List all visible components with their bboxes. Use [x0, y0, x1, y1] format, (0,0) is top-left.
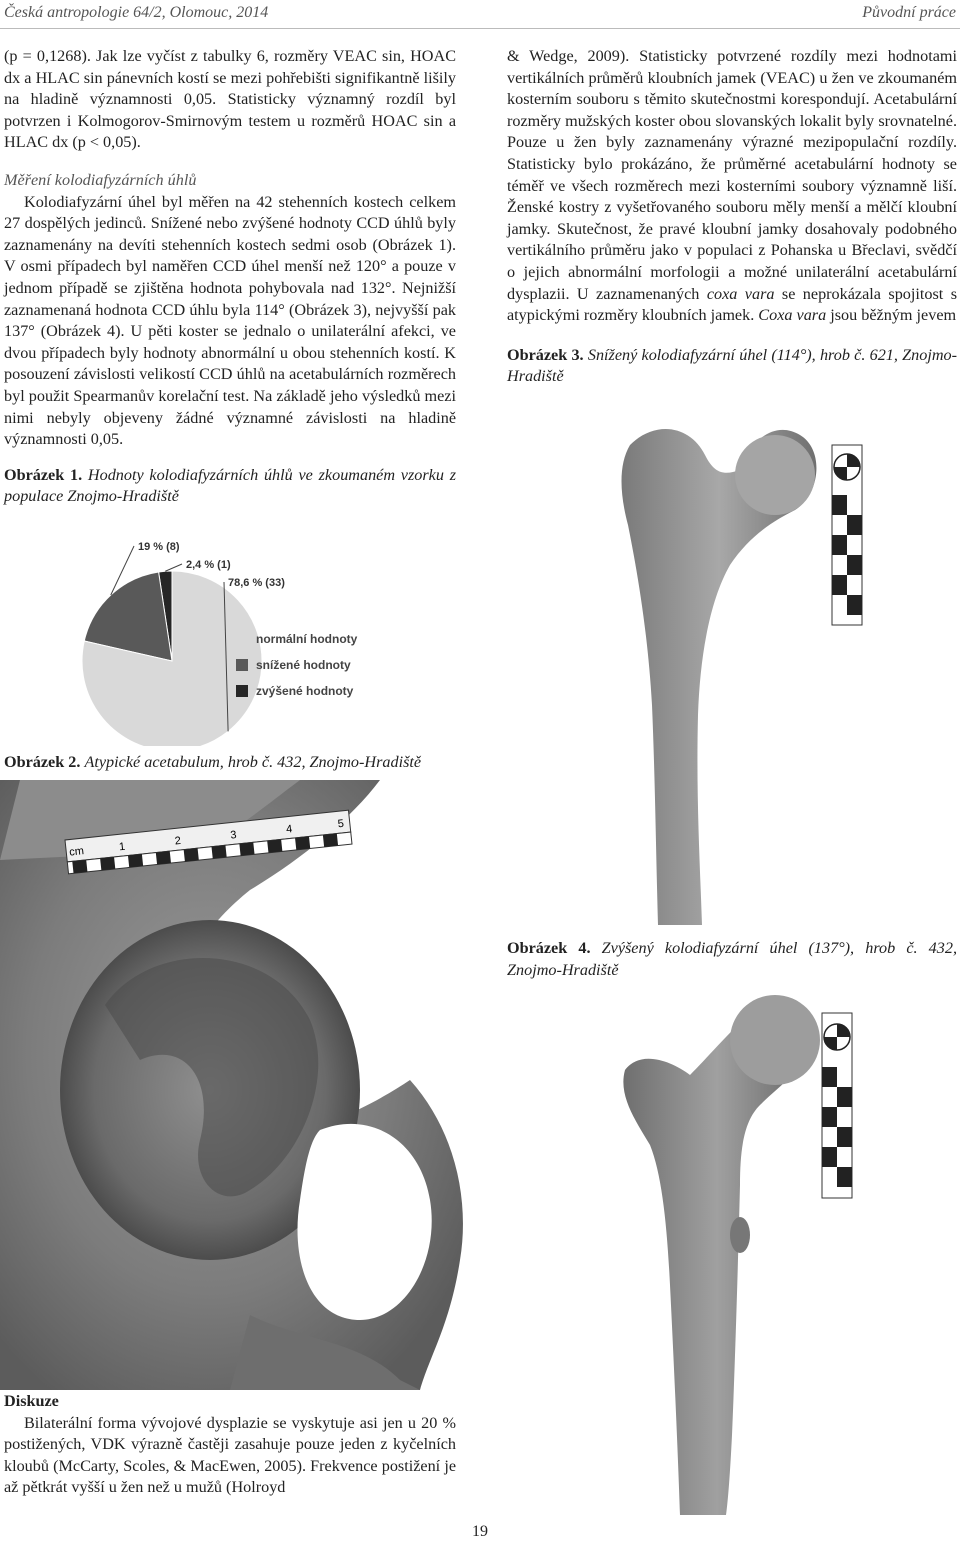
paragraph-part-2: se neprokázala spojitost s atypickými rozměry kloubních jamek.	[507, 284, 957, 325]
paragraph-part-3: jsou běžným jevem	[830, 306, 957, 325]
lesser-trochanter	[730, 1217, 750, 1253]
figure-4-femur-photo	[600, 985, 890, 1515]
left-column-text	[4, 46, 456, 508]
coxa-vara-term-1: coxa vara	[706, 284, 775, 303]
femoral-head	[735, 435, 815, 515]
figure-3-caption	[507, 345, 957, 388]
figure-1-caption	[4, 465, 456, 508]
legend-swatch-2	[236, 685, 248, 697]
pie-data-label-2: 2,4 % (1)	[186, 559, 231, 571]
figure-4-caption-text: Zvýšený kolodiafyzární úhel (137°), hrob č. 432, Znojmo-Hradiště	[507, 939, 958, 979]
figure-1-caption-text: Hodnoty kolodiafyzárních úhlů ve zkoumaném vzorku z populace Znojmo-Hradiště	[4, 465, 457, 506]
scale-number-5: 5	[337, 817, 345, 831]
legend-item-0	[236, 626, 466, 652]
pie-data-label-1: 19 % (8)	[138, 541, 180, 553]
scale-number-3: 3	[229, 829, 238, 842]
legend-swatch-0	[236, 633, 248, 645]
legend-label-1: snížené hodnoty	[256, 658, 351, 672]
figure-3-label: Obrázek 3.	[507, 345, 584, 364]
legend-swatch-1	[236, 659, 248, 671]
pie-legend	[236, 626, 466, 704]
running-header-section: Původní práce	[862, 4, 956, 21]
pie-leader-line-2	[165, 564, 182, 571]
figure-4-label: Obrázek 4.	[507, 939, 591, 957]
legend-item-1	[236, 652, 466, 678]
paragraph-discussion-continued	[507, 46, 957, 327]
paragraph-ccd: Kolodiafyzární úhel byl měřen na 42 stehenních kostech celkem 27 dospělých jedinců. Snížené nebo zvýšené hodnoty CCD úhlů byly zaznamenány na devíti stehenních kostech sedmi osob (Obrázek 1). V osmi případech byl naměřen CCD úhel menší než 120° a pouze v jednom případě se zjištěna hodnota pohybovala nad 132°. Nejnižší zaznamenaná hodnota CCD úhlu byla 114° (Obrázek 3), nejvyšší pak 137° (Obrázek 4). U pěti koster se jednalo o unilaterální afekci, ve dvou případech byly hodnoty abnormální u obou stehenních kostí. K posouzení závislosti velikostí CCD úhlů na acetabulárních rozměrech byl použit Spearmanův korelační test. Na základě jeho výsledků mezi nimi nebyly objeveny žádné významné závislosti na hladině významnosti 0,05.	[4, 192, 456, 449]
figure-1-label: Obrázek 1.	[4, 465, 83, 484]
photo-scale-bar-2	[822, 1013, 852, 1198]
coxa-vara-term-2: Coxa vara	[758, 306, 827, 325]
figure-2-caption	[4, 752, 464, 774]
discussion-paragraph: Bilaterální forma vývojové dysplazie se vyskytuje asi jen u 20 % postižených, VDK výrazně častěji zasahuje pouze jeden z kyčelních kloubů (McCarty, Scoles, & MacEwen, 2005). Frekvence postižení je až pětkrát vyšší u žen než u mužů (Holroyd	[4, 1413, 456, 1497]
legend-label-2: zvýšené hodnoty	[256, 684, 354, 698]
legend-label-0: normální hodnoty	[256, 632, 358, 646]
paragraph-continued: (p = 0,1268). Jak lze vyčíst z tabulky 6, rozměry VEAC sin, HOAC dx a HLAC sin pánevních kostí se mezi pohřebišti signifikantně lišily na hladině významnosti 0,05. Statisticky významný rozdíl byl potvrzen i Kolmogorov-Smirnovým testem u rozměrů HOAC sin a HLAC dx (p < 0,05).	[4, 47, 456, 152]
header-rule	[0, 28, 960, 29]
figure-3-caption-text: Snížený kolodiafyzární úhel (114°), hrob č. 621, Znojmo-Hradiště	[507, 345, 958, 386]
paragraph-part-1: & Wedge, 2009). Statisticky potvrzené rozdíly mezi hodnotami vertikálních průměrů kloubních jamek (VEAC) u žen ve zkoumaném kosterním souboru s těmito skutečnostmi korespondují. Acetabulární rozměry mužských koster obou slovanských lokalit byly srovnatelné. Pouze u žen byly zaznamenány výrazné mezipopulační rozdíly. Statisticky bylo prokázáno, že průměrné acetabulární hodnoty se téměř ve všech rozměrech mezi kosterními soubory významně liší. Ženské kostry z vyšetřovaného souboru měly menší a mělčí kloubní jamky. Skutečnost, že pravé kloubní jamky dosahovaly podobného vertikálního průměru jako v populaci z Pohanska u Břeclavi, svědčí o jejich abnormální morfologii a možné unilaterální acetabulární dysplazii. U zaznamenaných	[507, 47, 957, 303]
discussion-heading: Diskuze	[4, 1392, 59, 1410]
scale-number-4: 4	[285, 823, 293, 836]
photo-scale-bar	[832, 445, 862, 625]
femoral-head-2	[730, 995, 820, 1085]
figure-2-label: Obrázek 2.	[4, 753, 81, 771]
figure-3-femur-photo	[600, 415, 890, 925]
section-subheading: Měření kolodiafyzárních úhlů	[4, 170, 197, 189]
scale-number-1: 1	[118, 840, 126, 854]
scale-number-2: 2	[174, 834, 182, 848]
figure-2-acetabulum-photo	[0, 780, 475, 1390]
right-column-text	[507, 46, 957, 388]
figure-2-caption-text: Atypické acetabulum, hrob č. 432, Znojmo-Hradiště	[84, 753, 422, 771]
pie-data-label-0: 78,6 % (33)	[228, 577, 285, 589]
page-number: 19	[472, 1523, 488, 1540]
scale-unit-label: cm	[68, 845, 85, 859]
discussion-section	[4, 1391, 456, 1499]
figure-4-caption	[507, 938, 957, 981]
legend-item-2	[236, 678, 466, 704]
running-header-journal: Česká antropologie 64/2, Olomouc, 2014	[4, 4, 269, 21]
